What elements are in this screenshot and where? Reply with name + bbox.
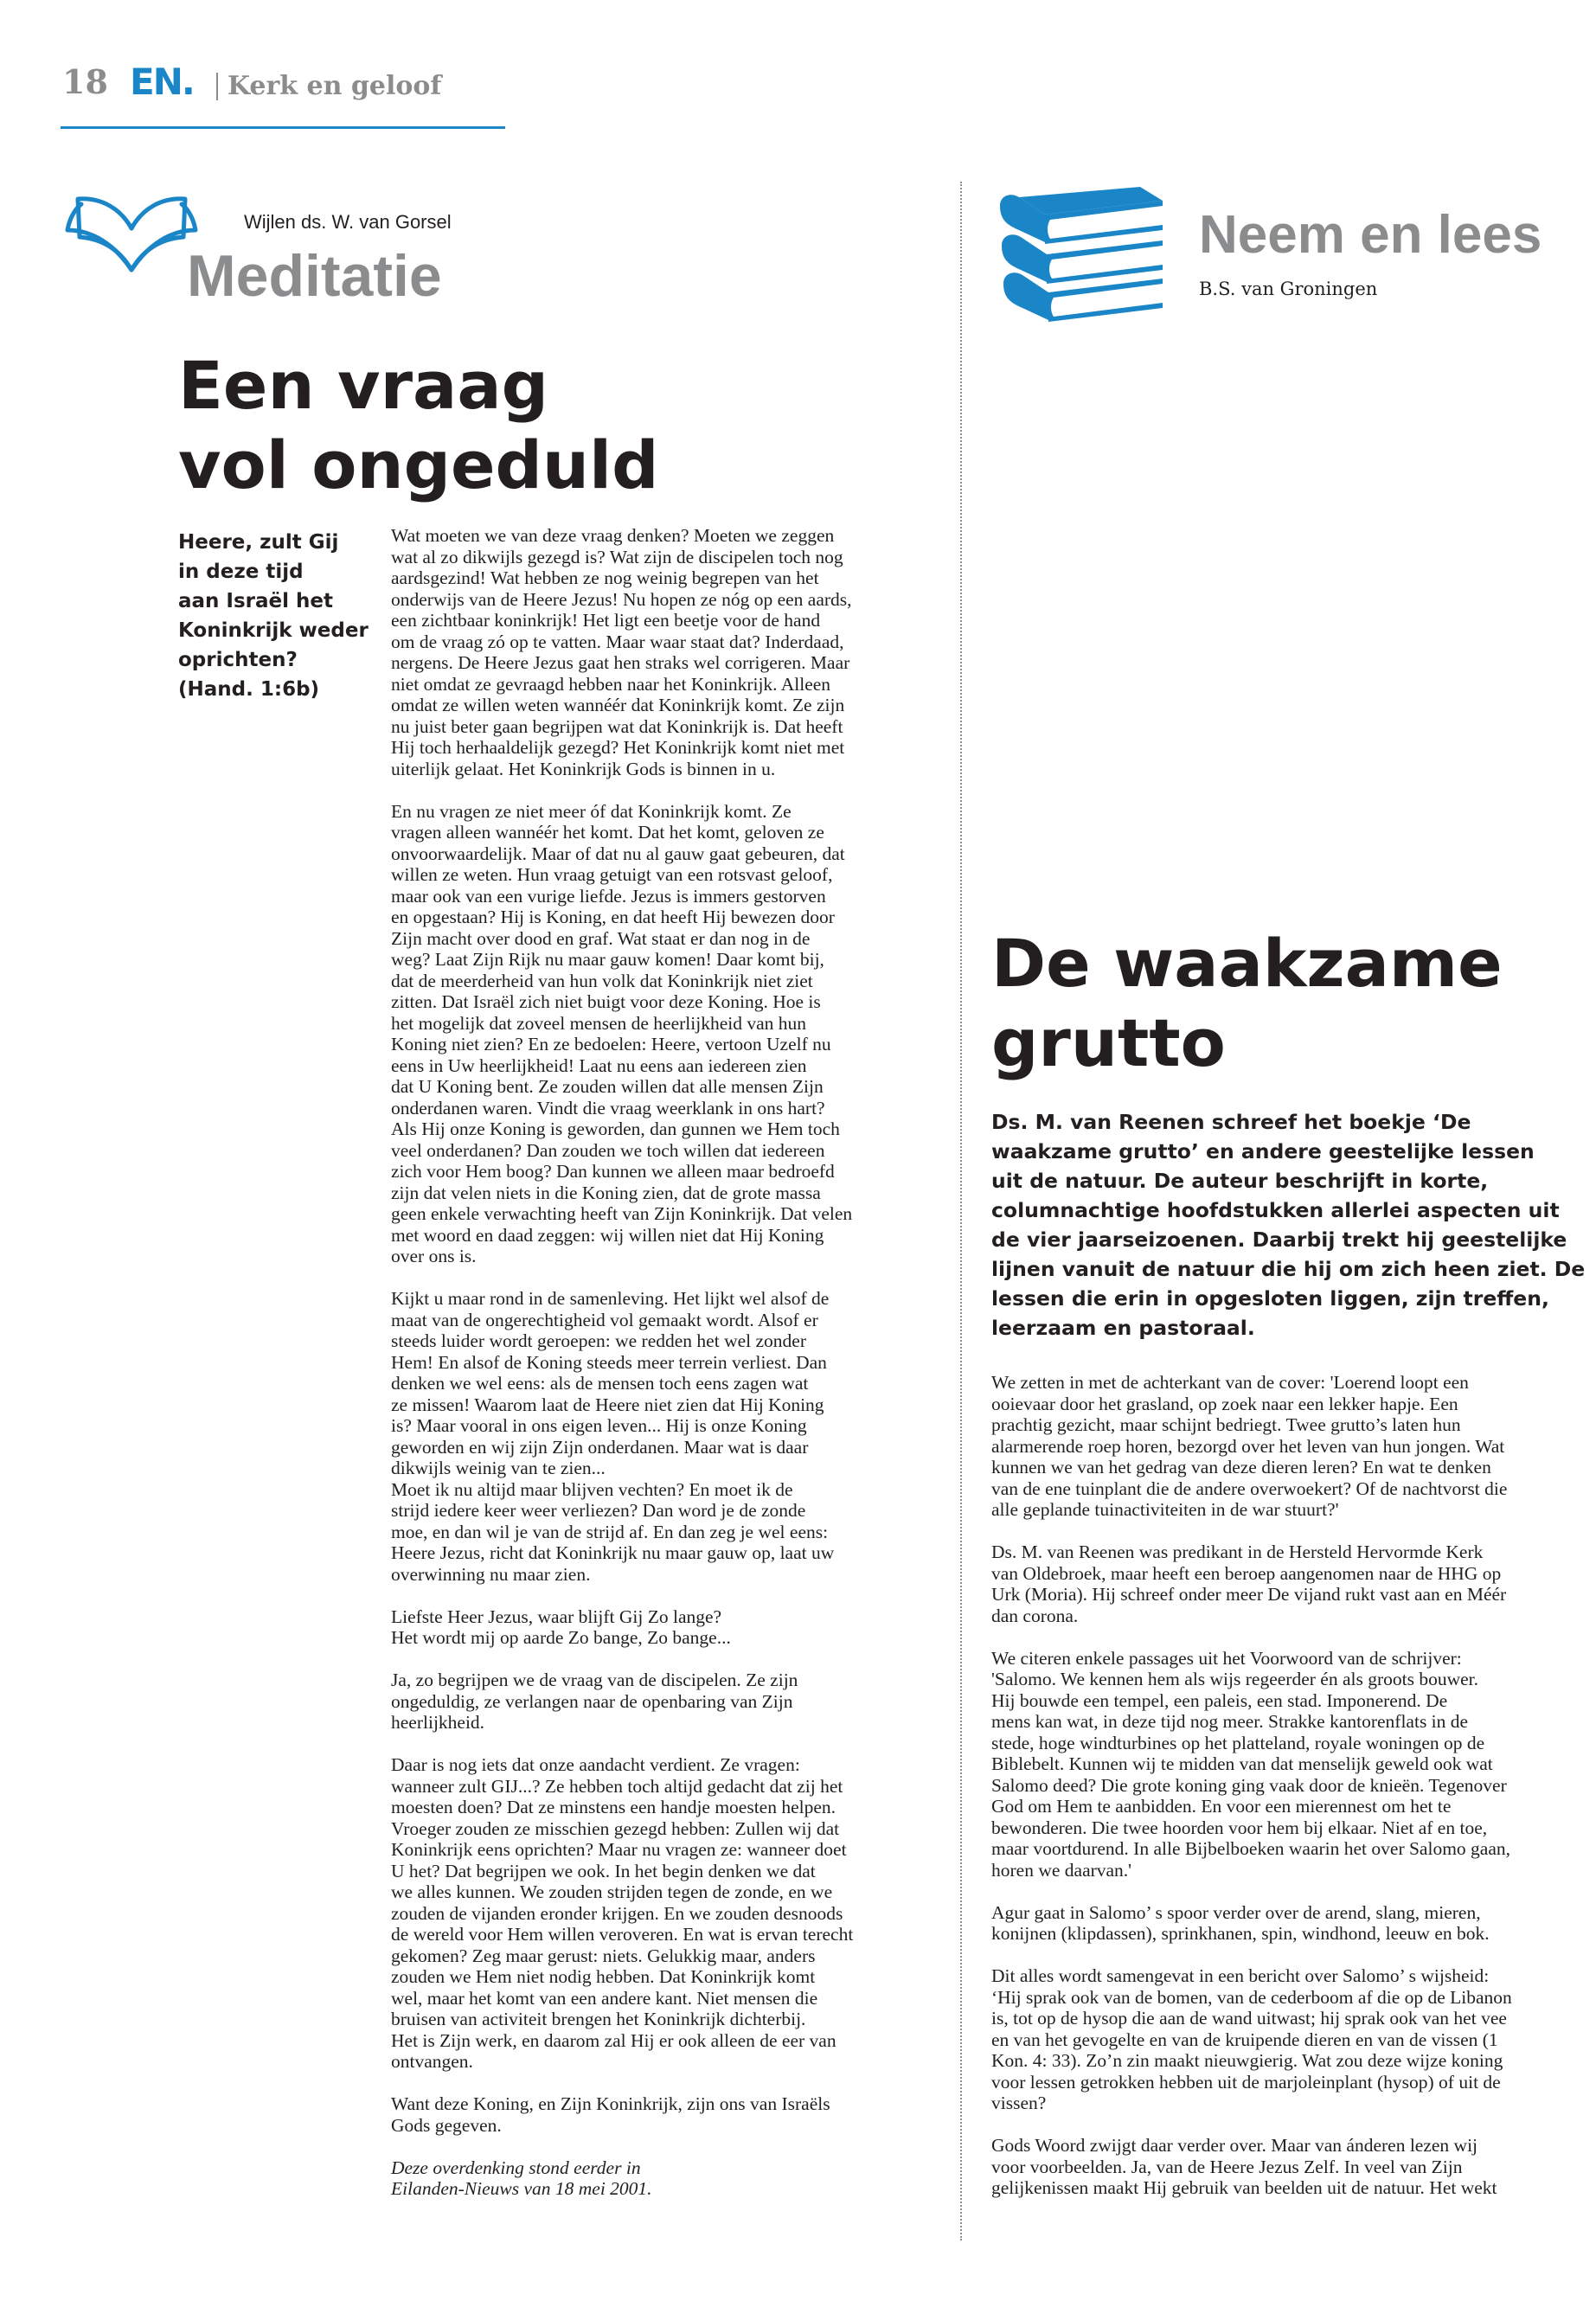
text-line: zouden we Hem niet nodig hebben. Dat Koninkrijk komt bbox=[391, 1966, 816, 1987]
text-line: Heere Jezus, richt dat Koninkrijk nu maar gauw op, laat uw bbox=[391, 1542, 835, 1563]
text-line: Koning niet zien? En ze bedoelen: Heere, vertoon Uzelf nu bbox=[391, 1034, 831, 1054]
text-line: We zetten in met de achterkant van de cover: 'Loerend loopt een bbox=[991, 1372, 1469, 1393]
paragraph bbox=[991, 1541, 1528, 1626]
text-line: onderdanen waren. Vindt die vraag weerklank in ons hart? bbox=[391, 1097, 825, 1118]
text-line: zitten. Dat Israël zich niet buigt voor deze Koning. Hoe is bbox=[391, 991, 821, 1012]
text-line: Ds. M. van Reenen was predikant in de Hersteld Hervormde Kerk bbox=[991, 1541, 1484, 1562]
text-line: bruisen van activiteit brengen het Koninkrijk dichterbij. bbox=[391, 2009, 806, 2029]
text-line: 'Salomo. We kennen hem als wijs regeerder én als groots bouwer. bbox=[991, 1669, 1478, 1689]
text-line: nu juist beter gaan begrijpen wat dat Koninkrijk is. Dat heeft bbox=[391, 715, 843, 737]
quote-line: aan Israël het bbox=[178, 590, 333, 612]
author-name: Wijlen ds. W. van Gorsel bbox=[244, 211, 452, 233]
intro-line: leerzaam en pastoraal. bbox=[991, 1316, 1255, 1340]
text-line: gelijkenissen maakt Hij gebruik van beelden uit de natuur. Het wekt bbox=[991, 2177, 1497, 2198]
text-line: Het is Zijn werk, en daarom zal Hij er ook alleen de eer van bbox=[391, 2029, 836, 2051]
text-line: gekomen? Zeg maar gerust: niets. Gelukkig maar, anders bbox=[391, 1945, 816, 1966]
text-line: veel onderdanen? Dan zouden we toch willen dat iedereen bbox=[391, 1139, 825, 1161]
text-line: weg? Laat Zijn Rijk nu maar gauw komen! Daar komt bij, bbox=[391, 949, 824, 970]
headline-line: grutto bbox=[991, 1004, 1226, 1081]
text-line: dan corona. bbox=[991, 1605, 1079, 1626]
paragraph bbox=[991, 1648, 1528, 1881]
text-line: van de ene tuinplant die de andere overwoekert? Of de nachtvorst die bbox=[991, 1477, 1508, 1499]
text-line: zijn dat velen niets in die Koning zien, dat de grote massa bbox=[391, 1182, 821, 1203]
text-line: is, tot op de hysop die aan de wand uitwast; hij sprak ook van het vee bbox=[991, 2008, 1507, 2029]
text-line: vragen alleen wannéér het komt. Dat het komt, geloven ze bbox=[391, 822, 824, 843]
paragraph bbox=[991, 1965, 1528, 2114]
headline bbox=[178, 346, 939, 505]
text-line: het mogelijk dat zoveel mensen de heerlijkheid van hun bbox=[391, 1012, 807, 1034]
text-line: U het? Dat begrijpen we ook. In het begin denken we dat bbox=[391, 1860, 816, 1881]
headline-line: Een vraag bbox=[178, 347, 549, 424]
text-line: maar ook van een vurige liefde. Jezus is immers gestorven bbox=[391, 885, 826, 907]
text-line: onderwijs van de Heere Jezus! Nu hopen ze nóg op een aards, bbox=[391, 588, 852, 610]
text-line: Dit alles wordt samengevat in een bericht over Salomo’ s wijsheid: bbox=[991, 1965, 1490, 1986]
text-line: voor voorbeelden. Ja, van de Heere Jezus Zelf. In veel van Zijn bbox=[991, 2156, 1463, 2177]
source-note bbox=[391, 2157, 919, 2200]
text-line: maar voortdurend. In alle Bijbelboeken waarin het over Salomo gaan, bbox=[991, 1838, 1511, 1859]
text-line: Koninkrijk eens oprichten? Maar nu vragen ze: wanneer doet bbox=[391, 1839, 847, 1860]
text-line: ontvangen. bbox=[391, 2051, 473, 2072]
scripture-quote bbox=[178, 528, 377, 704]
text-line: met woord en daad zeggen: wij willen niet dat Hij Koning bbox=[391, 1224, 824, 1246]
paragraph bbox=[991, 2135, 1528, 2199]
text-line: stede, hoge windturbines op het platteland, royale woningen op de bbox=[991, 1732, 1485, 1753]
text-line: ooievaar door het grasland, op zoek naar een lekker hapje. Een bbox=[991, 1393, 1458, 1414]
headline bbox=[991, 924, 1562, 1083]
text-line: vissen? bbox=[991, 2093, 1047, 2113]
text-line: eens in Uw heerlijkheid! Laat nu eens aan iedereen zien bbox=[391, 1054, 807, 1076]
intro-line: lijnen vanuit de natuur die hij om zich heen ziet. De bbox=[991, 1257, 1586, 1281]
text-line: dat de meerderheid van hun volk dat Koninkrijk niet ziet bbox=[391, 970, 813, 991]
author-name: B.S. van Groningen bbox=[1199, 279, 1378, 299]
text-line: uiterlijk gelaat. Het Koninkrijk Gods is binnen in u. bbox=[391, 758, 776, 779]
text-line: Biblebelt. Kunnen wij te midden van dat menselijk geweld ook wat bbox=[991, 1753, 1493, 1774]
intro-line: lessen die erin in opgesloten liggen, zijn treffen, bbox=[991, 1286, 1549, 1311]
text-line: horen we daarvan.' bbox=[991, 1859, 1132, 1881]
text-line: zich voor Hem boog? Dan kunnen we alleen maar bedroefd bbox=[391, 1161, 835, 1182]
text-line: kunnen we van het gedrag van deze dieren leren? En wat te denken bbox=[991, 1457, 1491, 1477]
text-line: voor lessen getrokken hebben uit de marjoleinplant (hysop) of uit de bbox=[991, 2071, 1501, 2093]
paragraph bbox=[391, 1288, 919, 1585]
text-line: Hem! En alsof de Koning steeds meer terrein verliest. Dan bbox=[391, 1351, 827, 1373]
section-name: Kerk en geloof bbox=[228, 71, 442, 101]
rubric-title: Neem en lees bbox=[1199, 205, 1542, 265]
article-intro bbox=[991, 1107, 1586, 1343]
intro-line: uit de natuur. De auteur beschrijft in korte, bbox=[991, 1169, 1489, 1193]
text-line: Wat moeten we van deze vraag denken? Moeten we zeggen bbox=[391, 525, 835, 546]
text-line: moesten doen? Dat ze minstens een handje moesten helpen. bbox=[391, 1797, 836, 1817]
text-line: Want deze Koning, en Zijn Koninkrijk, zijn ons van Israëls bbox=[391, 2093, 830, 2114]
text-line: denken we wel eens: als de mensen toch eens zagen wat bbox=[391, 1373, 809, 1394]
text-line: moe, en dan wil je van de strijd af. En dan zeg je wel eens: bbox=[391, 1521, 829, 1542]
text-line: onvoorwaardelijk. Maar of dat nu al gauw gaat gebeuren, dat bbox=[391, 843, 845, 864]
text-line: Salomo deed? Die grote koning ging vaak door de knieën. Tegenover bbox=[991, 1774, 1507, 1796]
text-line: Zijn macht over dood en graf. Wat staat er dan nog in de bbox=[391, 927, 811, 949]
text-line: geworden en wij zijn Zijn onderdanen. Maar wat is daar bbox=[391, 1436, 809, 1458]
text-line: Liefste Heer Jezus, waar blijft Gij Zo lange? bbox=[391, 1606, 722, 1627]
paragraph bbox=[391, 525, 919, 779]
intro-line: waakzame grutto’ en andere geestelijke lessen bbox=[991, 1139, 1535, 1163]
text-line: Deze overdenking stond eerder in bbox=[391, 2157, 641, 2178]
headline-line: vol ongeduld bbox=[178, 426, 659, 503]
text-line: om de vraag zó op te vatten. Maar waar staat dat? Inderdaad, bbox=[391, 631, 844, 652]
text-line: Het wordt mij op aarde Zo bange, Zo bange... bbox=[391, 1627, 731, 1648]
text-line: en opgestaan? Hij is Koning, en dat heeft Hij bewezen door bbox=[391, 907, 835, 927]
rubric-title: Meditatie bbox=[187, 243, 442, 309]
text-line: ze missen! Waarom laat de Heere niet zien dat Hij Koning bbox=[391, 1394, 824, 1415]
quote-line: Heere, zult Gij bbox=[178, 531, 339, 554]
header-rule bbox=[61, 126, 505, 129]
text-line: dikwijls weinig van te zien... bbox=[391, 1458, 606, 1478]
intro-line: columnachtige hoofdstukken allerlei aspecten uit bbox=[991, 1198, 1560, 1222]
text-line: en van het gevogelte en van de kruipende dieren en van de vissen (1 bbox=[991, 2029, 1498, 2050]
paragraph bbox=[391, 1670, 919, 1734]
text-line: maat van de ongerechtigheid vol gemaakt wordt. Alsof er bbox=[391, 1309, 818, 1330]
paragraph bbox=[991, 1902, 1528, 1945]
meditation-body bbox=[391, 525, 919, 2221]
text-line: wanneer zult GIJ...? Ze hebben toch altijd gedacht dat zij het bbox=[391, 1775, 843, 1797]
text-line: alle geplande tuinactiviteiten in de war stuurt?' bbox=[991, 1499, 1339, 1520]
paragraph bbox=[391, 1606, 919, 1649]
text-line: Ja, zo begrijpen we de vraag van de discipelen. Ze zijn bbox=[391, 1670, 798, 1690]
brand-logo: EN. bbox=[130, 61, 194, 103]
books-icon bbox=[993, 180, 1166, 331]
text-line: dat U Koning bent. Ze zouden willen dat alle mensen Zijn bbox=[391, 1076, 824, 1097]
text-line: van Oldebroek, maar heeft een beroep aangenomen naar de HHG op bbox=[991, 1562, 1502, 1584]
text-line: Kon. 4: 33). Zo’n zin maakt nieuwgierig. Wat zou deze wijze koning bbox=[991, 2050, 1503, 2071]
text-line: aardsgezind! Wat hebben ze nog weinig begrepen van het bbox=[391, 567, 819, 588]
paragraph bbox=[391, 801, 919, 1267]
text-line: En nu vragen ze niet meer óf dat Koninkrijk komt. Ze bbox=[391, 800, 792, 822]
text-line: is? Maar vooral in ons eigen leven... Hij is onze Koning bbox=[391, 1415, 807, 1436]
text-line: strijd iedere keer weer verliezen? Dan word je de zonde bbox=[391, 1500, 806, 1521]
text-line: alarmerende roep horen, bezorgd over het leven van hun jongen. Wat bbox=[991, 1435, 1505, 1457]
text-line: Eilanden-Nieuws van 18 mei 2001. bbox=[391, 2178, 652, 2199]
text-line: ‘Hij sprak ook van de bomen, van de cederboom af die op de Libanon bbox=[991, 1986, 1512, 2008]
text-line: willen ze weten. Hun vraag getuigt van een rotsvast geloof, bbox=[391, 864, 833, 885]
text-line: Als Hij onze Koning is geworden, dan gunnen we Hem toch bbox=[391, 1118, 840, 1139]
text-line: overwinning nu maar zien. bbox=[391, 1563, 591, 1585]
intro-line: Ds. M. van Reenen schreef het boekje ‘De bbox=[991, 1110, 1471, 1134]
text-line: Daar is nog iets dat onze aandacht verdient. Ze vragen: bbox=[391, 1754, 800, 1775]
quote-line: Koninkrijk weder bbox=[178, 619, 369, 642]
text-line: God om Hem te aanbidden. En voor een mierennest om het te bbox=[991, 1796, 1452, 1817]
text-line: de wereld voor Hem willen veroveren. En wat is ervan terecht bbox=[391, 1924, 854, 1945]
text-line: mens kan wat, in deze tijd nog meer. Strakke kantorenflats in de bbox=[991, 1711, 1469, 1732]
text-line: Agur gaat in Salomo’ s spoor verder over de arend, slang, mieren, bbox=[991, 1901, 1481, 1923]
text-line: bewonderen. Die twee hoorden voor hem bij elkaar. Niet af en toe, bbox=[991, 1817, 1488, 1838]
text-line: omdat ze willen weten wannéér dat Koninkrijk komt. Ze zijn bbox=[391, 695, 845, 715]
text-line: een zichtbaar koninkrijk! Het ligt een beetje voor de hand bbox=[391, 610, 821, 631]
header-divider bbox=[216, 73, 218, 100]
text-line: nergens. De Heere Jezus gaat hen straks wel corrigeren. Maar bbox=[391, 652, 850, 673]
text-line: steeds luider wordt geroepen: we redden het wel zonder bbox=[391, 1330, 806, 1351]
quote-line: in deze tijd bbox=[178, 561, 304, 583]
intro-line: de vier jaarseizoenen. Daarbij trekt hij geestelijke bbox=[991, 1227, 1567, 1252]
text-line: Kijkt u maar rond in de samenleving. Het lijkt wel alsof de bbox=[391, 1288, 830, 1309]
paragraph bbox=[991, 1372, 1528, 1521]
text-line: wat al zo dikwijls gezegd is? Wat zijn de discipelen toch nog bbox=[391, 546, 843, 567]
text-line: We citeren enkele passages uit het Voorwoord van de schrijver: bbox=[991, 1647, 1462, 1669]
book-review-body bbox=[991, 1372, 1528, 2220]
text-line: zouden de vijanden eronder krijgen. En we zouden desnoods bbox=[391, 1902, 843, 1924]
text-line: heerlijkheid. bbox=[391, 1712, 485, 1733]
column-separator bbox=[960, 182, 962, 2240]
heart-book-icon bbox=[62, 180, 201, 279]
text-line: geen enkele verwachting heeft van Zijn Koninkrijk. Dat velen bbox=[391, 1203, 853, 1224]
text-line: Moet ik nu altijd maar blijven vechten? En moet ik de bbox=[391, 1478, 793, 1500]
text-line: wel, maar het komt van een andere kant. Niet mensen die bbox=[391, 1987, 818, 2009]
text-line: Gods gegeven. bbox=[391, 2114, 502, 2136]
text-line: we alles kunnen. We zouden strijden tegen de zonde, en we bbox=[391, 1881, 833, 1902]
text-line: Hij bouwde een tempel, een paleis, een stad. Imponerend. De bbox=[991, 1689, 1448, 1711]
text-line: Vroeger zouden ze misschien gezegd hebben: Zullen wij dat bbox=[391, 1817, 840, 1839]
text-line: over ons is. bbox=[391, 1246, 477, 1266]
text-line: prachtig gezicht, maar schijnt bedriegt. Twee grutto’s laten hun bbox=[991, 1414, 1461, 1435]
text-line: konijnen (klipdassen), sprinkhanen, spin, windhond, leeuw en bok. bbox=[991, 1923, 1490, 1944]
quote-line: oprichten? bbox=[178, 649, 298, 671]
text-line: niet omdat ze gevraagd hebben naar het Koninkrijk. Alleen bbox=[391, 673, 831, 695]
headline-line: De waakzame bbox=[991, 925, 1503, 1002]
quote-line: (Hand. 1:6b) bbox=[178, 678, 320, 701]
text-line: Hij toch herhaaldelijk gezegd? Het Koninkrijk komt niet met bbox=[391, 737, 845, 758]
text-line: ongeduldig, ze verlangen naar de openbaring van Zijn bbox=[391, 1690, 793, 1712]
text-line: Urk (Moria). Hij schreef onder meer De vijand rukt vast aan en Méér bbox=[991, 1584, 1507, 1605]
paragraph bbox=[391, 2093, 919, 2136]
paragraph bbox=[391, 1754, 919, 2073]
text-line: Gods Woord zwijgt daar verder over. Maar van ánderen lezen wij bbox=[991, 2135, 1478, 2156]
page-number: 18 bbox=[62, 62, 108, 101]
